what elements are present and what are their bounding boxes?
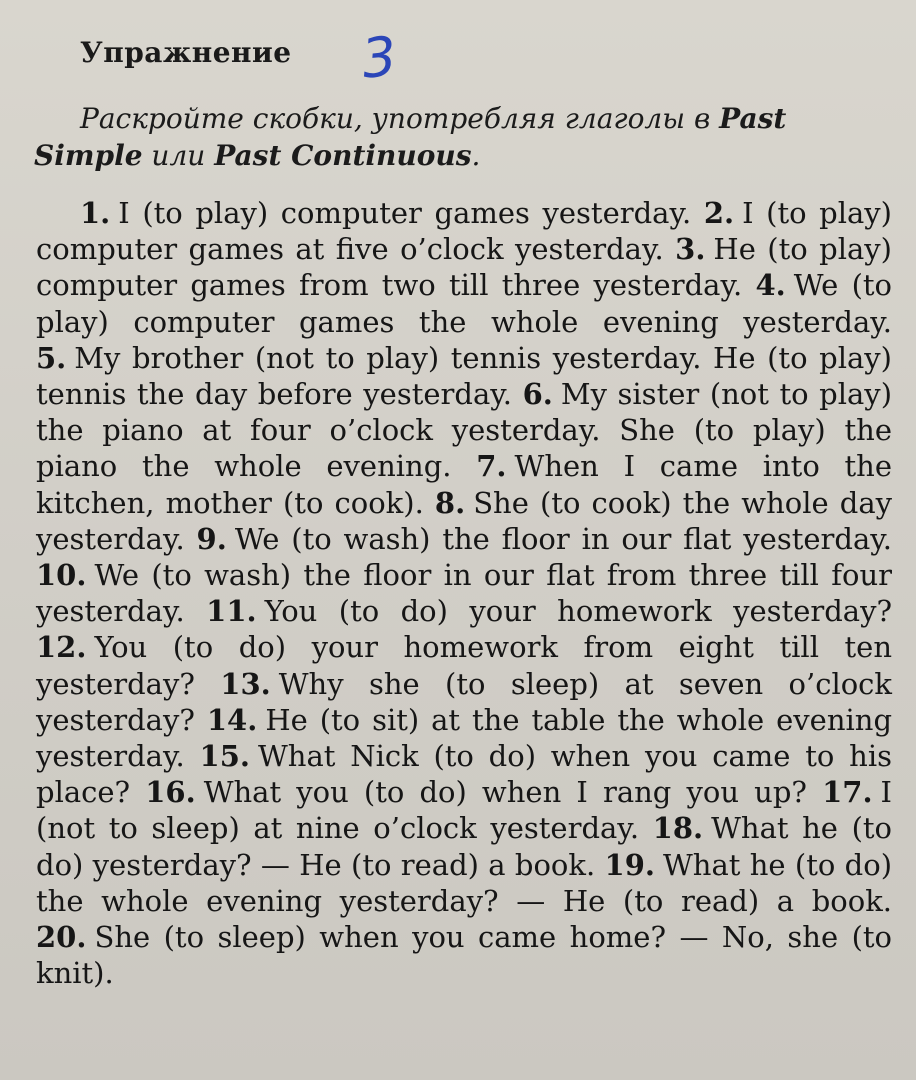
instruction-tense-2: Past Continuous [214, 139, 472, 172]
exercise-item-number: 19. [604, 847, 655, 882]
exercise-item-text: What Nick (to do) when you came to his place? [36, 739, 892, 810]
exercise-item-number: 15. [199, 739, 250, 774]
exercise-item-text: We (to wash) the floor in our flat yesterday. [234, 521, 892, 556]
exercise-item-number: 8. [434, 485, 466, 520]
exercise-item [145, 775, 807, 809]
exercise-item-text: What you (to do) when I rang you up? [203, 775, 807, 810]
exercise-item-text: My brother (not to play) tennis yesterday. He (to play) tennis the day before yesterday. [36, 340, 892, 412]
exercise-item-number: 13. [220, 666, 271, 701]
exercise-title: Упражнение [80, 36, 292, 69]
exercise-item-number: 5. [36, 340, 67, 375]
exercise-item-text: My sister (not to play) the piano at four o’clock yesterday. She (to play) the piano the whole evening. [36, 377, 893, 484]
exercise-item-number: 11. [206, 594, 257, 629]
exercise-item-text: He (to play) computer games from two till three yesterday. [36, 232, 892, 303]
exercise-item-text: She (to sleep) when you came home? — No, she (to knit). [36, 920, 892, 991]
exercise-item-number: 14. [206, 702, 258, 737]
exercise-item-text: Why she (to sleep) at seven o’clock yesterday? [36, 666, 892, 737]
exercise-item [80, 196, 691, 230]
exercise-item [206, 594, 892, 628]
handwritten-exercise-number: 3 [358, 24, 400, 91]
exercise-item [197, 522, 892, 556]
exercise-item-text: I (to play) computer games yesterday. [118, 196, 692, 230]
exercise-item-number: 17. [822, 775, 873, 810]
instruction-tense-1: Past Simple [34, 102, 787, 172]
exercise-item-number: 10. [36, 558, 87, 593]
instruction-suffix: . [471, 139, 481, 172]
exercise-item-number: 16. [145, 775, 196, 810]
exercise-item-text: I (to play) computer games at five o’clock yesterday. [36, 196, 892, 267]
exercise-item-text: I (not to sleep) at nine o’clock yesterday. [36, 775, 893, 846]
exercise-item-number: 20. [36, 920, 87, 955]
exercise-item-number: 18. [652, 811, 704, 846]
exercise-instruction [34, 100, 894, 174]
exercise-item-text: She (to cook) the whole day yesterday. [36, 485, 893, 556]
exercise-item-number: 2. [703, 196, 735, 230]
exercise-item-text: You (to do) your homework from eight till ten yesterday? [36, 630, 892, 701]
exercise-item-number: 4. [755, 268, 786, 303]
exercise-item-number: 6. [522, 377, 553, 412]
exercise-item-number: 1. [80, 196, 111, 230]
exercise-item-number: 3. [675, 232, 706, 267]
instruction-prefix: Раскройте скобки, употребляя глаголы в [80, 102, 711, 135]
exercise-item-number: 12. [36, 630, 87, 665]
exercise-item-number: 7. [476, 449, 507, 484]
exercise-item-text: When I came into the kitchen, mother (to cook). [36, 449, 893, 520]
exercise-item-text: What he (to do) the whole evening yesterday? — He (to read) a book. [36, 847, 893, 918]
exercise-item-number: 9. [196, 521, 227, 556]
exercise-item-text: We (to play) computer games the whole evening yesterday. [36, 268, 893, 339]
instruction-connector: или [151, 139, 206, 172]
exercise-item-text: He (to sit) at the table the whole evening yesterday. [36, 702, 893, 774]
exercise-item [36, 920, 892, 990]
exercise-item-text: We (to wash) the floor in our flat from three till four yesterday. [36, 558, 892, 629]
exercise-item-text: What he (to do) yesterday? — He (to read) a book. [36, 811, 892, 882]
exercise-item-text: You (to do) your homework yesterday? [264, 594, 893, 629]
exercise-text [36, 195, 892, 1055]
